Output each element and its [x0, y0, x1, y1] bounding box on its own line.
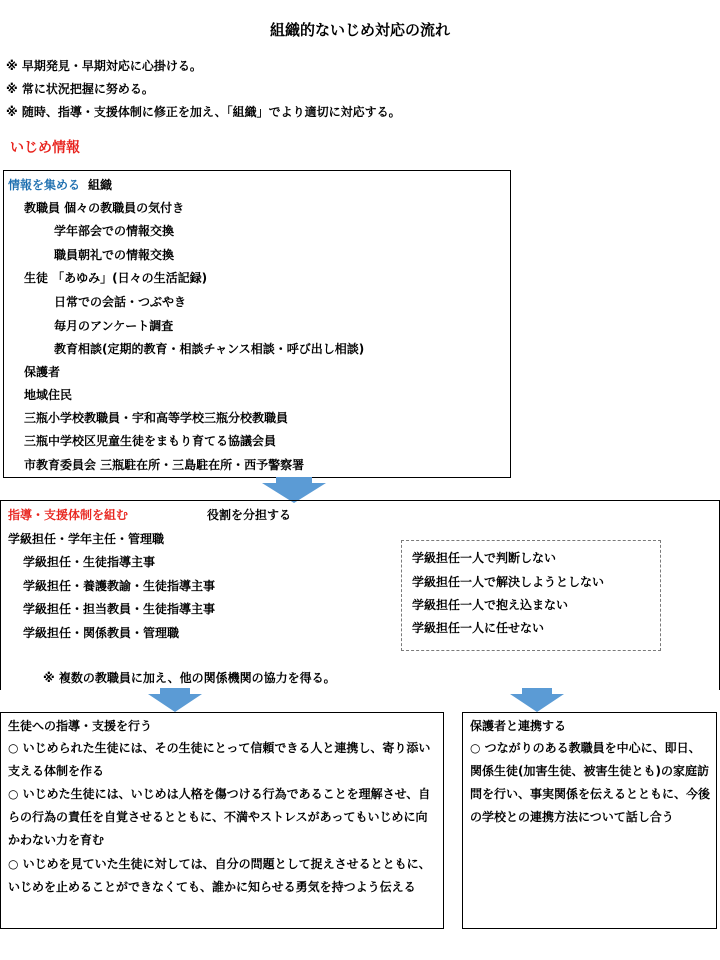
collect-item: 保護者: [24, 365, 61, 379]
section-heading-bullying-info: いじめ情報: [10, 140, 80, 156]
collect-item: 地域住民: [24, 388, 73, 402]
down-arrow-icon: [510, 688, 564, 712]
collect-item: 職員朝礼での情報交換: [54, 248, 175, 262]
caution-item: 学級担任一人に任せない: [412, 621, 545, 635]
collect-item: 学年部会での情報交換: [54, 224, 175, 238]
collect-item: 三瓶中学校区児童生徒をまもり育てる協議会員: [24, 434, 277, 448]
support-item: 学級担任・関係教員・管理職: [23, 626, 180, 640]
note-line: ※ 早期発見・早期対応に心掛ける。: [6, 59, 202, 73]
support-item: 学級担任・生徒指導主事: [23, 555, 156, 569]
down-arrow-icon: [148, 688, 202, 712]
student-support-box: [0, 712, 444, 929]
collect-item: 毎月のアンケート調査: [54, 319, 174, 333]
note-line: ※ 常に状況把握に努める。: [6, 82, 154, 96]
caution-item: 学級担任一人で解決しようとしない: [412, 575, 605, 589]
guardian-heading: 保護者と連携する: [470, 719, 567, 733]
support-item: 学級担任・養護教諭・生徒指導主事: [23, 579, 216, 593]
support-note: ※ 複数の教職員に加え、他の関係機関の協力を得る。: [43, 671, 336, 685]
support-item: 学級担任・学年主任・管理職: [8, 532, 165, 546]
support-header: [8, 506, 128, 523]
guardian-item: ○ つながりのある教職員を中心に、即日、 関係生徒(加害生徒、被害生徒とも)の家庭訪問を行い、事実関係を伝えるとともに、今後の学校との連携方法について話し合う: [470, 741, 711, 824]
collect-label: 情報を集める: [8, 178, 81, 192]
collect-label-suffix: 組織: [88, 178, 113, 192]
caution-item: 学級担任一人で抱え込まない: [412, 598, 569, 612]
student-support-item: ○ いじめた生徒には、いじめは人格を傷つける行為であることを理解させ、自らの行為の責任を自覚させるとともに、不満やストレスがあってもいじめに向かわない力を育む: [8, 787, 431, 847]
student-support-heading: 生徒への指導・支援を行う: [8, 719, 153, 733]
student-support-item: ○ いじめられた生徒には、その生徒にとって信頼できる人と連携し、寄り添い支える体制を作る: [8, 741, 431, 778]
support-label: 指導・支援体制を組む: [8, 508, 129, 522]
collect-item: 生徒 「あゆみ」(日々の生活記録): [24, 271, 208, 285]
collect-item: 市教育委員会 三瓶駐在所・三島駐在所・西予警察署: [24, 458, 305, 472]
collect-header: [8, 176, 112, 193]
student-support-item: ○ いじめを見ていた生徒に対しては、自分の問題として捉えさせるとともに、いじめを止めることができなくても、誰かに知らせる勇気を持つよう伝える: [8, 857, 431, 894]
role-text: 役割を分担する: [207, 508, 292, 522]
collect-info-box: [3, 170, 511, 478]
support-item: 学級担任・担当教員・生徒指導主事: [23, 602, 216, 616]
caution-item: 学級担任一人で判断しない: [412, 551, 557, 565]
note-line: ※ 随時、指導・支援体制に修正を加え、「組織」でより適切に対応する。: [6, 105, 401, 119]
collect-item: 三瓶小学校教職員・宇和高等学校三瓶分校教職員: [24, 411, 289, 425]
collect-item: 教育相談(定期的教育・相談チャンス相談・呼び出し相談): [54, 342, 365, 356]
collect-item: 日常での会話・つぶやき: [54, 295, 187, 309]
collect-item: 教職員 個々の教職員の気付き: [24, 201, 185, 215]
guardian-coordination-box: [462, 712, 717, 929]
page-title: 組織的ないじめ対応の流れ: [269, 21, 450, 39]
support-box: [0, 500, 720, 690]
caution-dashed-box: [401, 540, 661, 651]
